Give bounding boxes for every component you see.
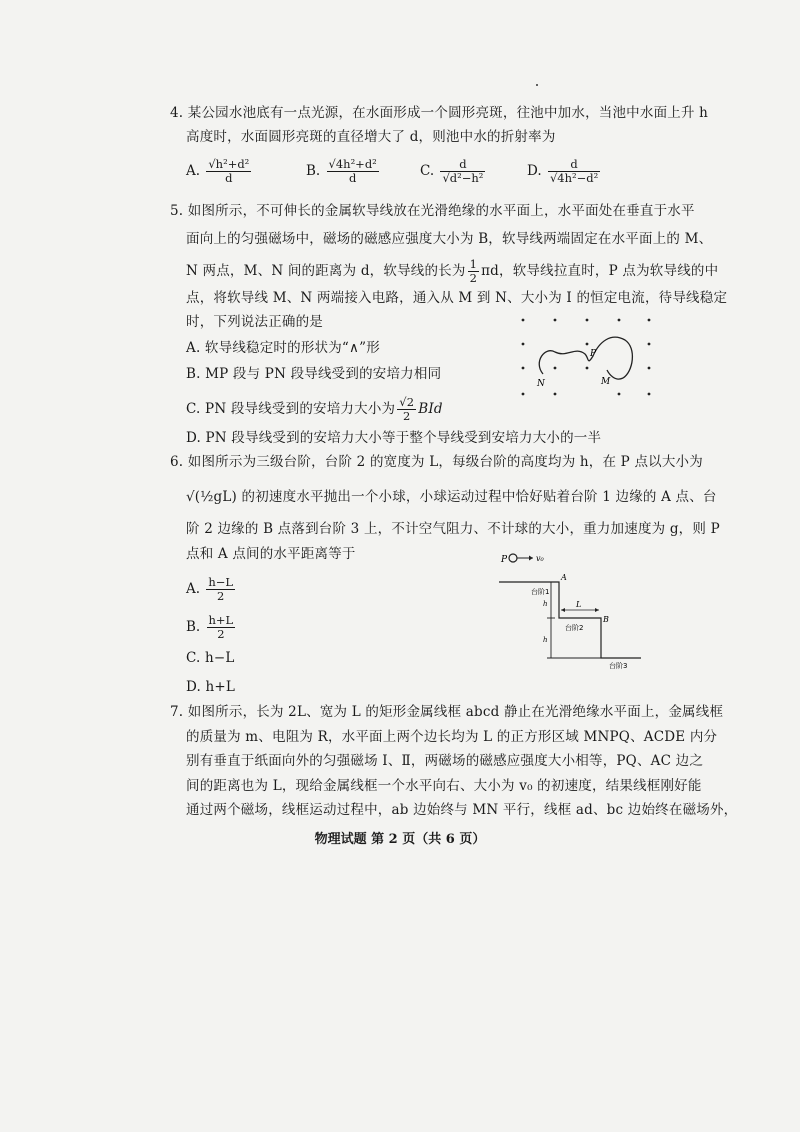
q5-option-a: A. 软导线稳定时的形状为“∧”形 [186,340,380,356]
q4-line-2: 高度时，水面圆形亮斑的直径增大了 d，则池中水的折射率为 [186,129,556,145]
q4-line-1: 4. 某公园水池底有一点光源，在水面形成一个圆形亮斑，往池中加水，当池中水面上升 h [170,105,709,121]
label-n: N [537,379,545,389]
label-step1: 台阶1 [531,588,550,596]
q7-line-4: 间的距离也为 L，现给金属线框一个水平向右、大小为 v₀ 的初速度，结果线框刚好能 [186,778,702,794]
q5-option-b: B. MP 段与 PN 段导线受到的安培力相同 [186,366,442,382]
label-b: B [603,615,609,624]
q5-line-2: 面向上的匀强磁场中，磁场的磁感应强度大小为 B，软导线两端固定在水平面上的 M、 [186,231,713,247]
q5-wire-figure [515,312,655,402]
q7-line-1: 7. 如图所示，长为 2L、宽为 L 的矩形金属线框 abcd 静止在光滑绝缘水平面上，金属线框 [170,704,724,720]
q5-option-d: D. PN 段导线受到的安培力大小等于整个导线受到安培力大小的一半 [186,430,602,446]
label-a: A [561,573,567,582]
q5-line-1: 5. 如图所示，不可伸长的金属软导线放在光滑绝缘的水平面上，水平面处在垂直于水平 [170,203,695,219]
label-m: M [601,377,611,387]
q6-stairs-figure [495,548,645,672]
q6-line-1: 6. 如图所示为三级台阶，台阶 2 的宽度为 L，每级台阶的高度均为 h，在 P 点以大小为 [170,454,703,470]
q5-line-3: N 两点，M、N 间的距离为 d，软导线的长为 $\frac{1}{2}$ πd，软导线拉直时，P 点为软导线的中 [186,257,719,285]
q6-option-c: C. h−L [186,650,235,666]
q6-line-2: √(½gL) 的初速度水平抛出一个小球，小球运动过程中恰好贴着台阶 1 边缘的 A 点、台 [186,489,717,505]
q4-option-b: B. $\frac{\text{√4h²+d²}}{d}$ [306,157,377,185]
stair-outline [499,582,641,658]
q5-line-4: 点，将软导线 M、N 两端接入电路，通入从 M 到 N、大小为 I 的恒定电流，待导线稳定 [186,290,728,306]
q4-option-c: C. $\frac{d}{\text{√d²−h²}}$ [420,157,484,185]
q5-option-c: C. PN 段导线受到的安培力大小为 $\frac{√2}{2}$ BId [186,395,443,423]
initial-speed-expression: √(½gL) [186,489,238,505]
q7-line-2: 的质量为 m、电阻为 R，水平面上两个边长均为 L 的正方形区域 MNPQ、ACDE 内分 [186,729,718,745]
label-step2: 台阶2 [565,624,584,632]
q7-line-3: 别有垂直于纸面向外的匀强磁场 Ⅰ、Ⅱ，两磁场的磁感应强度大小相等，PQ、AC 边之 [186,753,704,769]
q6-option-b: B. $\frac{h+L}{2}$ [186,613,234,641]
label-l: L [576,600,582,609]
page-footer: 物理试题 第 2 页（共 6 页） [314,832,486,847]
label-p: P [590,349,597,359]
q4-option-d: D. $\frac{d}{\text{√4h²−d²}}$ [527,157,599,185]
label-h-1: h [543,600,548,608]
q6-option-d: D. h+L [186,679,236,695]
q4-option-a: A. $\frac{\text{√h²+d²}}{d}$ [186,157,250,185]
q5-line-5: 时，下列说法正确的是 [186,314,323,330]
label-v0: v₀ [536,554,544,563]
q6-line-3: 阶 2 边缘的 B 点落到台阶 3 上，不计空气阻力、不计球的大小，重力加速度为 g，则 P [186,521,720,537]
ball [509,554,517,562]
label-step3: 台阶3 [609,662,628,670]
speck [536,84,538,86]
q6-line-4: 点和 A 点间的水平距离等于 [186,546,356,562]
label-p: P [501,555,508,565]
q7-line-5: 通过两个磁场，线框运动过程中，ab 边始终与 MN 平行，线框 ad、bc 边始终在磁场外， [186,802,738,818]
q6-option-a: A. $\frac{h-L}{2}$ [186,575,234,603]
label-h-2: h [543,636,548,644]
